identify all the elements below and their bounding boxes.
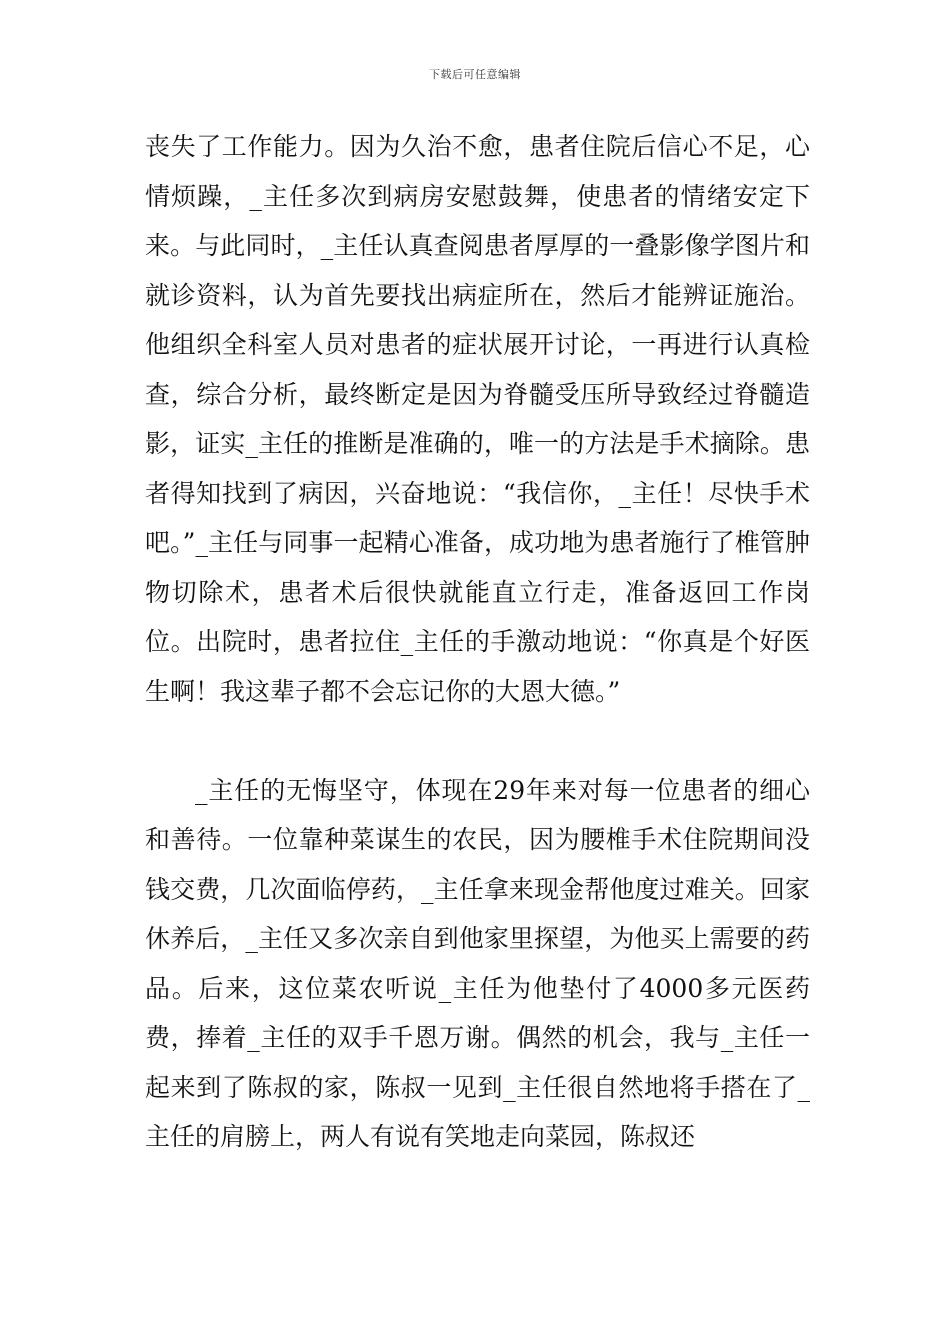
paragraph-1: 丧失了工作能力。因为久治不愈，患者住院后信心不足，心情烦躁，_主任多次到病房安慰鼓舞，使患者的情绪安定下来。与此同时，_主任认真查阅患者厚厚的一叠影像学图片和就诊资料，认为首先要找出病症所在，然后才能辨证施治。他组织全科室人员对患者的症状展开讨论，一再进行认真检查，综合分析，最终断定是因为脊髓受压所导致经过脊髓造影，证实_主任的推断是准确的，唯一的方法是手术摘除。患者得知找到了病因，兴奋地说：“我信你，_主任！尽快手术吧。”_主任与同事一起精心准备，成功地为患者施行了椎管肿物切除术，患者术后很快就能直立行走，准备返回工作岗位。出院时，患者拉住_主任的手激动地说：“你真是个好医生啊！我这辈子都不会忘记你的大恩大德。” xyxy=(145,132,810,706)
paragraph-2: _主任的无悔坚守，体现在29年来对每一位患者的细心和善待。一位靠种菜谋生的农民，因为腰椎手术住院期间没钱交费，几次面临停药，_主任拿来现金帮他度过难关。回家休养后，_主任又多次亲自到他家里探望，为他买上需要的药品。后来，这位菜农听说_主任为他垫付了4000多元医药费，捧着_主任的双手千恩万谢。偶然的机会，我与_主任一起来到了陈叔的家，陈叔一见到_主任很自然地将手搭在了_主任的肩膀上，两人有说有笑地走向菜园，陈叔还 xyxy=(145,775,810,1151)
document-body xyxy=(145,122,810,1162)
page-header: 下载后可任意编辑 xyxy=(429,68,521,81)
